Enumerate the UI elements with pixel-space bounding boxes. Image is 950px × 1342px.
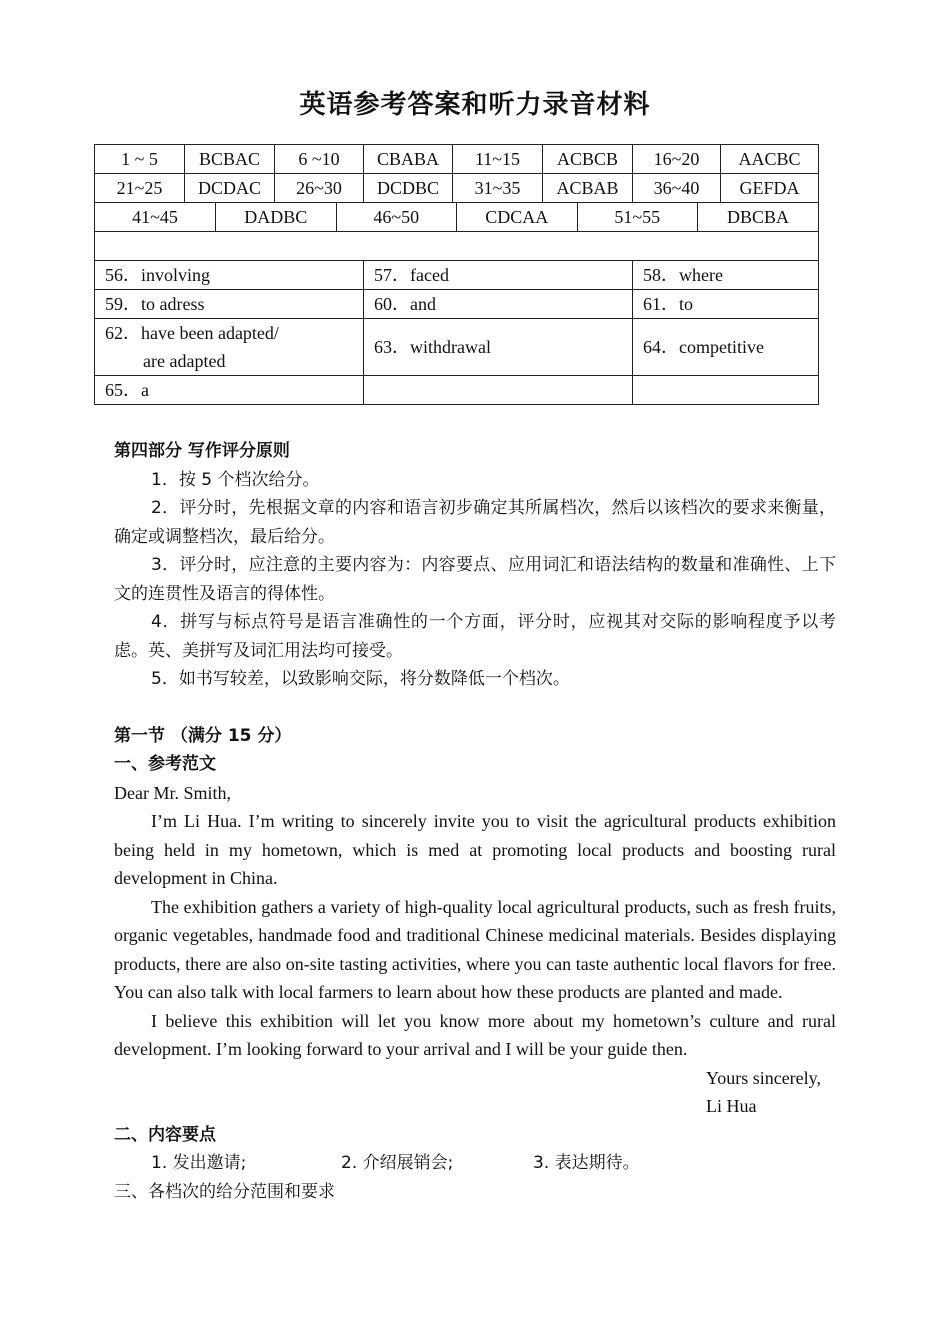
table-row (95, 319, 819, 376)
range-cell: 51~55 (577, 203, 698, 231)
answer-cell: GEFDA (721, 174, 819, 203)
page-title: 英语参考答案和听力录音材料 (299, 90, 651, 120)
table-row (95, 174, 819, 203)
answer-62-line1: 62．have been adapted/ (105, 323, 279, 343)
section-heading: 第一节 （满分 15 分） (114, 725, 292, 746)
range-cell: 46~50 (336, 203, 457, 231)
letter-paragraph: I believe this exhibition will let you know more about my hometown’s culture and rural development. I’m looking forward to your arrival and I will be your guide then. (114, 1010, 836, 1059)
principle-item: 3．评分时，应注意的主要内容为：内容要点、应用词汇和语法结构的数量和准确性、上下文的连贯性及语言的得体性。 (114, 555, 836, 604)
answer-subtable (95, 203, 818, 231)
key-point: 1. 发出邀请; (151, 1153, 247, 1173)
answer-cell: ACBAB (543, 174, 633, 203)
document-body (114, 437, 836, 1206)
answer-cell: AACBC (721, 145, 819, 174)
table-row (95, 290, 819, 319)
blank-answer-cell: 61．to (633, 290, 819, 319)
writing-principles-heading: 第四部分 写作评分原则 (114, 441, 290, 461)
empty-cell (95, 232, 819, 261)
key-points-heading: 二、内容要点 (114, 1124, 216, 1145)
sample-heading: 一、参考范文 (114, 754, 216, 774)
answer-cell: BCBAC (185, 145, 275, 174)
answer-cell: DADBC (216, 203, 337, 231)
blank-answer-cell: 64．competitive (633, 319, 819, 376)
answer-62-line2: are adapted (143, 351, 226, 371)
answer-cell: CDCAA (457, 203, 578, 231)
table-row (95, 145, 819, 174)
key-point: 3. 表达期待。 (533, 1153, 640, 1173)
blank-answer-cell: 60．and (364, 290, 633, 319)
answer-cell: ACBCB (543, 145, 633, 174)
range-cell: 6 ~10 (275, 145, 364, 174)
principle-item: 1．按 5 个档次给分。 (151, 469, 320, 490)
blank-answer-cell (95, 319, 364, 376)
range-cell: 16~20 (633, 145, 721, 174)
table-row (95, 376, 819, 405)
letter-paragraph: I’m Li Hua. I’m writing to sincerely invite you to visit the agricultural products exhibition being held in my hometown, which is med at promoting local products and boosting rural development in China. (114, 811, 836, 888)
range-cell: 36~40 (633, 174, 721, 203)
empty-cell (633, 376, 819, 405)
answer-table (94, 144, 819, 405)
principle-item: 2．评分时，先根据文章的内容和语言初步确定其所属档次，然后以该档次的要求来衡量，确定或调整档次，最后给分。 (114, 498, 836, 547)
blank-answer-cell: 63．withdrawal (364, 319, 633, 376)
grading-heading: 三、各档次的给分范围和要求 (114, 1181, 335, 1202)
letter-salutation: Dear Mr. Smith, (114, 782, 231, 803)
blank-answer-cell: 56．involving (95, 261, 364, 290)
blank-answer-cell: 58．where (633, 261, 819, 290)
range-cell: 41~45 (95, 203, 216, 231)
blank-answer-cell: 59．to adress (95, 290, 364, 319)
range-cell: 31~35 (453, 174, 543, 203)
letter-closing: Yours sincerely, (706, 1067, 821, 1088)
key-point: 2. 介绍展销会; (341, 1153, 454, 1173)
letter-signature: Li Hua (706, 1096, 757, 1116)
key-points-list (114, 1149, 836, 1178)
letter-paragraph: The exhibition gathers a variety of high-quality local agricultural products, such as fresh fruits, organic vegetables, handmade food and traditional Chinese medicinal materials. Besides displaying products, there are also on-site tasting activities, where you can taste authentic local flavors for free. You can also talk with local farmers to learn about how these products are planted and made. (114, 896, 836, 1002)
range-cell: 21~25 (95, 174, 185, 203)
range-cell: 26~30 (275, 174, 364, 203)
empty-cell (364, 376, 633, 405)
answer-cell: DCDAC (185, 174, 275, 203)
table-row (95, 203, 819, 232)
principle-item: 5．如书写较差，以致影响交际，将分数降低一个档次。 (151, 669, 570, 689)
answer-cell: DCDBC (364, 174, 453, 203)
range-cell: 1 ~ 5 (95, 145, 185, 174)
principle-item: 4．拼写与标点符号是语言准确性的一个方面，评分时，应视其对交际的影响程度予以考虑。英、美拼写及词汇用法均可接受。 (114, 612, 836, 661)
table-row-empty (95, 232, 819, 261)
answer-cell: DBCBA (726, 207, 789, 227)
blank-answer-cell: 57．faced (364, 261, 633, 290)
answer-cell: CBABA (364, 145, 453, 174)
table-row (95, 261, 819, 290)
blank-answer-cell: 65．a (95, 376, 364, 405)
range-cell: 11~15 (453, 145, 543, 174)
